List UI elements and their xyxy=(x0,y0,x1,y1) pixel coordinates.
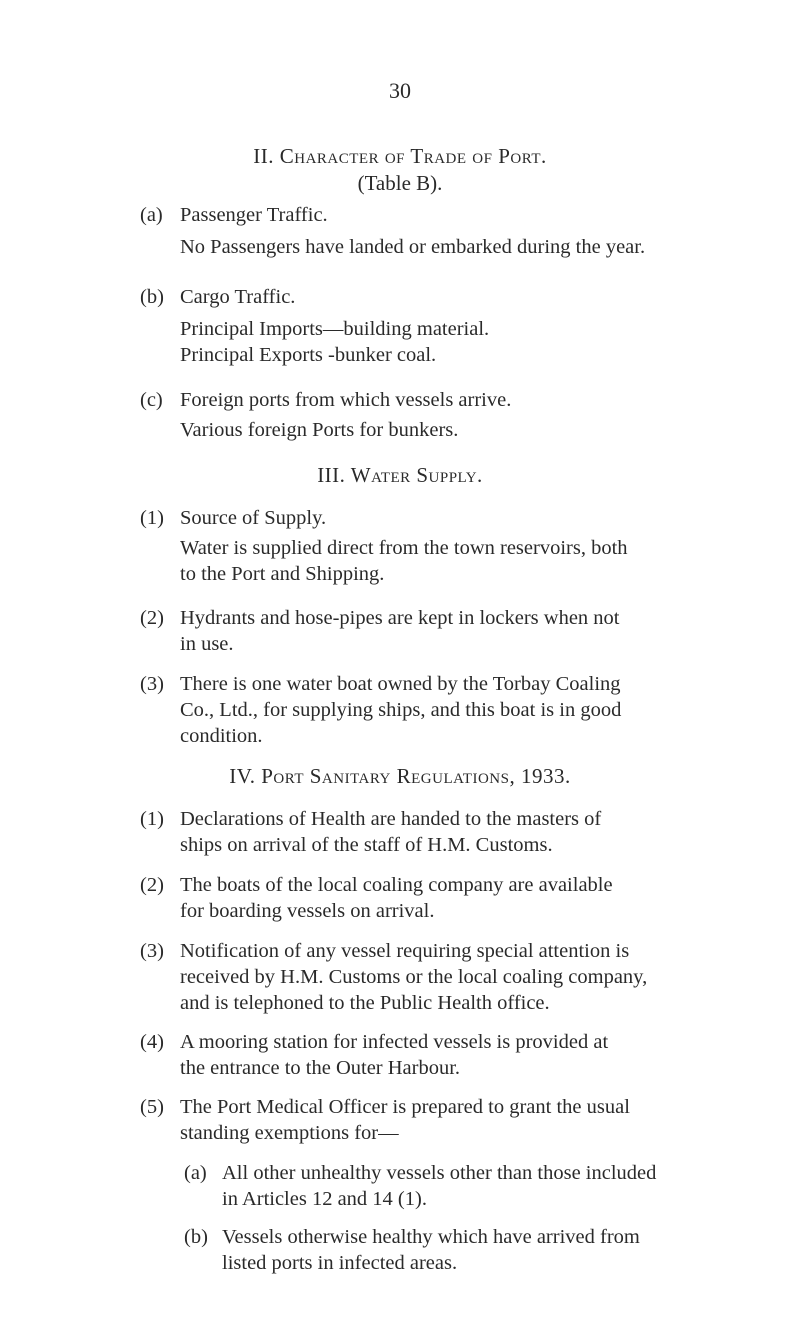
item-text-line: in use. xyxy=(180,633,234,655)
section-2-heading: II. Character of Trade of Port. xyxy=(253,144,547,168)
item-text-line: A mooring station for infected vessels is provided at xyxy=(180,1031,609,1053)
section-3-item-1 xyxy=(140,505,780,587)
item-text-line: the entrance to the Outer Harbour. xyxy=(180,1057,461,1079)
item-text-line: Hydrants and hose-pipes are kept in lockers when not xyxy=(180,607,620,629)
item-text-line: Declarations of Health are handed to the masters of xyxy=(180,808,602,830)
sub-item-text-line: Vessels otherwise healthy which have arrived from xyxy=(222,1226,640,1248)
section-2-item-b xyxy=(140,284,780,368)
item-marker: (a) xyxy=(140,204,163,226)
item-marker: (2) xyxy=(140,607,164,629)
section-3-item-2 xyxy=(140,605,780,657)
section-4-item-1 xyxy=(140,806,780,858)
item-text-line: and is telephoned to the Public Health office. xyxy=(180,992,550,1014)
item-text-line: The Port Medical Officer is prepared to grant the usual xyxy=(180,1096,630,1118)
sub-item-text-line: listed ports in infected areas. xyxy=(222,1252,458,1274)
item-marker: (1) xyxy=(140,507,164,529)
item-title: Cargo Traffic. xyxy=(180,286,296,308)
sub-item-text-line: All other unhealthy vessels other than those included xyxy=(222,1162,657,1184)
item-text-line: Principal Imports—building material. xyxy=(180,318,490,340)
item-text-line: Principal Exports -bunker coal. xyxy=(180,344,437,366)
item-title: Passenger Traffic. xyxy=(180,204,328,226)
item-text-line: No Passengers have landed or embarked during the year. xyxy=(180,236,646,258)
sub-item-marker: (a) xyxy=(184,1162,207,1184)
item-marker: (b) xyxy=(140,286,164,308)
section-3-heading: III. Water Supply. xyxy=(317,463,483,487)
item-text-line: ships on arrival of the staff of H.M. Customs. xyxy=(180,834,553,856)
item-marker: (3) xyxy=(140,673,164,695)
item-text-line: Notification of any vessel requiring special attention is xyxy=(180,940,630,962)
section-3-item-3 xyxy=(140,671,780,749)
item-marker: (1) xyxy=(140,808,164,830)
item-text-line: condition. xyxy=(180,725,263,747)
section-4-sub-item-a xyxy=(184,1160,780,1212)
page-number: 30 xyxy=(389,78,411,103)
item-text-line: Co., Ltd., for supplying ships, and this boat is in good xyxy=(180,699,622,721)
section-4-sub-item-b xyxy=(184,1224,780,1276)
item-text-line: The boats of the local coaling company are available xyxy=(180,874,613,896)
item-text-line: There is one water boat owned by the Torbay Coaling xyxy=(180,673,621,695)
section-4-item-3 xyxy=(140,938,780,1016)
section-4-item-4 xyxy=(140,1029,780,1081)
item-marker: (c) xyxy=(140,389,163,411)
item-marker: (3) xyxy=(140,940,164,962)
item-marker: (2) xyxy=(140,874,164,896)
item-text-line: Water is supplied direct from the town reservoirs, both xyxy=(180,537,628,559)
item-text-line: to the Port and Shipping. xyxy=(180,563,385,585)
item-text-line: standing exemptions for— xyxy=(180,1122,399,1144)
item-text-line: Various foreign Ports for bunkers. xyxy=(180,419,459,441)
sub-item-text-line: in Articles 12 and 14 (1). xyxy=(222,1188,427,1210)
section-2-item-a xyxy=(140,202,780,260)
section-4-item-5 xyxy=(140,1094,780,1146)
item-text-line: received by H.M. Customs or the local coaling company, xyxy=(180,966,648,988)
item-marker: (4) xyxy=(140,1031,164,1053)
section-2-item-c xyxy=(140,387,780,443)
section-4-item-2 xyxy=(140,872,780,924)
item-title: Foreign ports from which vessels arrive. xyxy=(180,389,512,411)
section-4-heading: IV. Port Sanitary Regulations, 1933. xyxy=(229,764,571,788)
section-2-subheading: (Table B). xyxy=(357,171,443,195)
item-marker: (5) xyxy=(140,1096,164,1118)
sub-item-marker: (b) xyxy=(184,1226,208,1248)
item-text-line: Source of Supply. xyxy=(180,507,327,529)
item-text-line: for boarding vessels on arrival. xyxy=(180,900,435,922)
